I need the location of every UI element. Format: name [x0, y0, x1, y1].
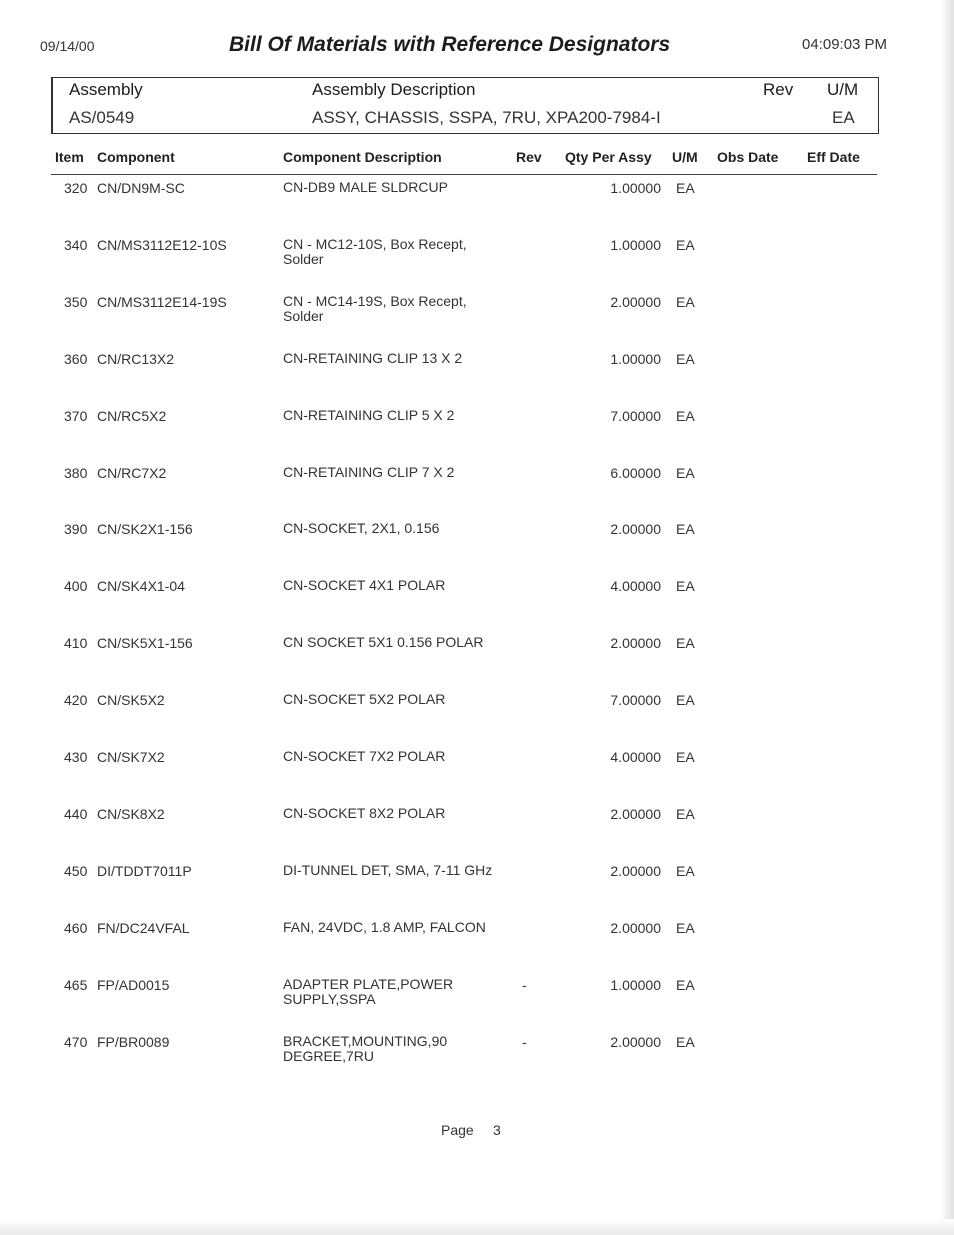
component-code: DI/TDDT7011P	[97, 863, 192, 879]
item-number: 360	[64, 351, 88, 367]
table-row	[0, 294, 900, 344]
component-description: CN-RETAINING CLIP 7 X 2	[283, 464, 455, 480]
assembly-label: Assembly	[69, 80, 143, 99]
col-header-item: Item	[55, 149, 84, 165]
qty-per-assy: 1.00000	[610, 977, 661, 993]
component-code: CN/SK7X2	[97, 749, 165, 765]
qty-per-assy: 6.00000	[610, 465, 661, 481]
component-description: CN-SOCKET 8X2 POLAR	[283, 805, 446, 821]
qty-per-assy: 2.00000	[610, 920, 661, 936]
item-number: 410	[64, 635, 88, 651]
table-row	[0, 465, 900, 515]
table-row	[0, 521, 900, 571]
table-row	[0, 977, 900, 1027]
unit-of-measure: EA	[676, 635, 695, 651]
report-time: 04:09:03 PM	[802, 36, 888, 53]
item-number: 430	[64, 749, 88, 765]
table-row	[0, 351, 900, 401]
table-row	[0, 806, 900, 856]
report-date: 09/14/00	[40, 38, 95, 54]
unit-of-measure: EA	[676, 521, 695, 537]
table-row	[0, 1034, 900, 1084]
component-description: ADAPTER PLATE,POWER SUPPLY,SSPA	[283, 976, 454, 1007]
item-number: 320	[64, 180, 88, 196]
unit-of-measure: EA	[676, 180, 695, 196]
item-number: 470	[64, 1034, 88, 1050]
unit-of-measure: EA	[676, 294, 695, 310]
col-header-obs-date: Obs Date	[717, 149, 779, 165]
item-number: 350	[64, 294, 88, 310]
component-description: CN SOCKET 5X1 0.156 POLAR	[283, 634, 484, 650]
unit-of-measure: EA	[676, 237, 695, 253]
unit-of-measure: EA	[676, 920, 695, 936]
col-header-um: U/M	[672, 149, 698, 165]
report-title: Bill Of Materials with Reference Designators	[229, 33, 671, 56]
assembly-um-label: U/M	[827, 80, 859, 99]
component-description: CN-SOCKET 7X2 POLAR	[283, 748, 446, 764]
component-description: CN-SOCKET 4X1 POLAR	[283, 577, 446, 593]
unit-of-measure: EA	[676, 578, 695, 594]
table-row	[0, 635, 900, 685]
component-code: CN/RC5X2	[97, 408, 167, 424]
component-code: CN/SK8X2	[97, 806, 165, 822]
qty-per-assy: 2.00000	[610, 863, 661, 879]
qty-per-assy: 1.00000	[610, 180, 661, 196]
component-description: FAN, 24VDC, 1.8 AMP, FALCON	[283, 919, 486, 935]
qty-per-assy: 7.00000	[610, 692, 661, 708]
item-number: 460	[64, 920, 88, 936]
unit-of-measure: EA	[676, 408, 695, 424]
assembly-description-label: Assembly Description	[312, 80, 476, 99]
component-code: CN/SK4X1-04	[97, 578, 185, 594]
item-number: 340	[64, 237, 88, 253]
col-header-eff-date: Eff Date	[807, 149, 860, 165]
assembly-number: AS/0549	[69, 108, 135, 127]
component-code: CN/SK5X2	[97, 692, 165, 708]
unit-of-measure: EA	[676, 806, 695, 822]
component-description: CN-RETAINING CLIP 13 X 2	[283, 350, 463, 366]
item-number: 450	[64, 863, 88, 879]
component-description: CN - MC14-19S, Box Recept, Solder	[283, 293, 467, 324]
item-number: 420	[64, 692, 88, 708]
unit-of-measure: EA	[676, 1034, 695, 1050]
table-row	[0, 408, 900, 458]
page-label: Page	[441, 1122, 474, 1138]
col-header-description: Component Description	[283, 149, 442, 165]
component-code: CN/RC7X2	[97, 465, 167, 481]
unit-of-measure: EA	[676, 465, 695, 481]
table-row	[0, 237, 900, 287]
table-row	[0, 863, 900, 913]
page-number: 3	[493, 1122, 501, 1138]
unit-of-measure: EA	[676, 749, 695, 765]
scan-edge-bottom	[0, 1219, 954, 1235]
qty-per-assy: 7.00000	[610, 408, 661, 424]
component-description: DI-TUNNEL DET, SMA, 7-11 GHz	[283, 862, 493, 878]
qty-per-assy: 2.00000	[610, 806, 661, 822]
item-number: 440	[64, 806, 88, 822]
qty-per-assy: 2.00000	[610, 635, 661, 651]
item-number: 465	[64, 977, 88, 993]
item-number: 380	[64, 465, 88, 481]
header-divider	[51, 174, 877, 175]
item-number: 400	[64, 578, 88, 594]
component-description: CN - MC12-10S, Box Recept, Solder	[283, 236, 467, 267]
unit-of-measure: EA	[676, 977, 695, 993]
qty-per-assy: 2.00000	[610, 1034, 661, 1050]
component-rev: -	[522, 1034, 527, 1050]
component-description: CN-RETAINING CLIP 5 X 2	[283, 407, 455, 423]
assembly-rev-label: Rev	[763, 80, 794, 99]
qty-per-assy: 2.00000	[610, 294, 661, 310]
qty-per-assy: 1.00000	[610, 351, 661, 367]
unit-of-measure: EA	[676, 863, 695, 879]
component-code: CN/MS3112E14-19S	[97, 294, 227, 310]
component-description: CN-SOCKET 5X2 POLAR	[283, 691, 446, 707]
unit-of-measure: EA	[676, 692, 695, 708]
col-header-qty: Qty Per Assy	[565, 149, 652, 165]
col-header-component: Component	[97, 149, 175, 165]
component-code: CN/DN9M-SC	[97, 180, 185, 196]
assembly-description: ASSY, CHASSIS, SSPA, 7RU, XPA200-7984-I	[312, 108, 661, 127]
scan-edge-right	[940, 0, 954, 1235]
component-code: CN/SK2X1-156	[97, 521, 193, 537]
table-row	[0, 692, 900, 742]
component-code: CN/MS3112E12-10S	[97, 237, 227, 253]
qty-per-assy: 4.00000	[610, 749, 661, 765]
component-rev: -	[522, 977, 527, 993]
table-row	[0, 920, 900, 970]
component-description: CN-DB9 MALE SLDRCUP	[283, 179, 448, 195]
col-header-rev: Rev	[516, 149, 542, 165]
qty-per-assy: 1.00000	[610, 237, 661, 253]
component-description: BRACKET,MOUNTING,90 DEGREE,7RU	[283, 1033, 448, 1064]
assembly-um: EA	[832, 108, 855, 127]
component-code: FP/AD0015	[97, 977, 170, 993]
assembly-box	[51, 77, 879, 134]
component-code: FP/BR0089	[97, 1034, 170, 1050]
unit-of-measure: EA	[676, 351, 695, 367]
component-code: FN/DC24VFAL	[97, 920, 190, 936]
component-code: CN/RC13X2	[97, 351, 175, 367]
qty-per-assy: 2.00000	[610, 521, 661, 537]
item-number: 370	[64, 408, 88, 424]
item-number: 390	[64, 521, 88, 537]
component-description: CN-SOCKET, 2X1, 0.156	[283, 520, 440, 536]
component-code: CN/SK5X1-156	[97, 635, 193, 651]
qty-per-assy: 4.00000	[610, 578, 661, 594]
table-row	[0, 749, 900, 799]
table-row	[0, 578, 900, 628]
table-row	[0, 180, 900, 230]
